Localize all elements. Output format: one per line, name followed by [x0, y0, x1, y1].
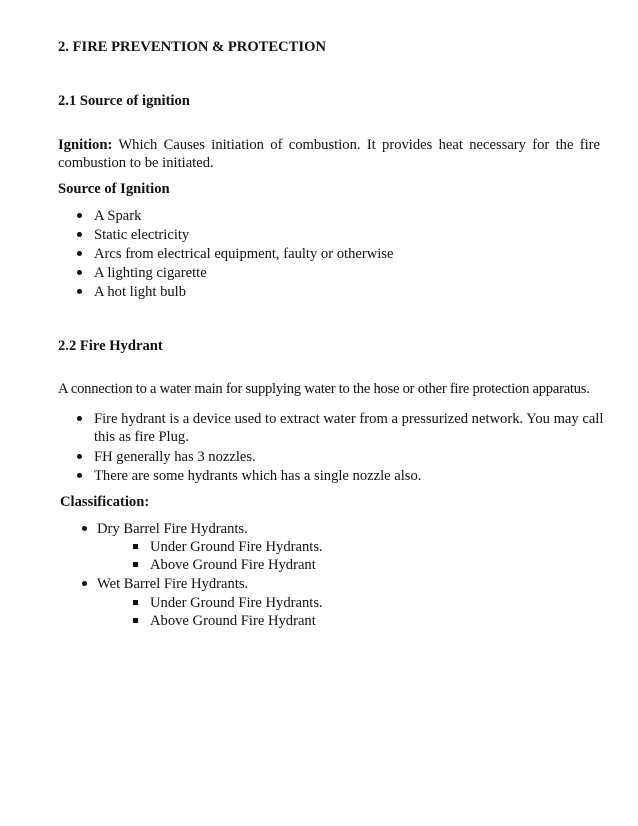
classification-item: Wet Barrel Fire Hydrants.: [97, 576, 249, 592]
hydrant-definition: A connection to a water main for supplying water to the hose or other fire protection apparatus.: [58, 381, 590, 397]
classification-subitem: Above Ground Fire Hydrant: [150, 557, 316, 573]
ignition-term: Ignition:: [58, 137, 113, 153]
bullet-icon: [82, 526, 87, 531]
list-item: A lighting cigarette: [94, 265, 207, 281]
bullet-icon: [82, 581, 87, 586]
square-bullet-icon: [133, 618, 138, 623]
square-bullet-icon: [133, 544, 138, 549]
classification-heading: Classification:: [60, 494, 150, 510]
list-item: Arcs from electrical equipment, faulty or otherwise: [94, 246, 394, 262]
list-item: There are some hydrants which has a single nozzle also.: [94, 468, 422, 484]
bullet-icon: [77, 289, 82, 294]
subsection-heading-ignition: 2.1 Source of ignition: [58, 93, 190, 109]
square-bullet-icon: [133, 562, 138, 567]
ignition-definition-line2: combustion to be initiated.: [58, 155, 214, 171]
bullet-icon: [77, 232, 82, 237]
list-item: A Spark: [94, 208, 142, 224]
subsection-heading-hydrant: 2.2 Fire Hydrant: [58, 338, 163, 354]
list-item: Fire hydrant is a device used to extract water from a pressurized network. You may call this as fire Plug.: [94, 411, 604, 445]
square-bullet-icon: [133, 600, 138, 605]
classification-item: Dry Barrel Fire Hydrants.: [97, 521, 248, 537]
list-item: Static electricity: [94, 227, 190, 243]
sources-heading: Source of Ignition: [58, 181, 170, 197]
classification-subitem: Above Ground Fire Hydrant: [150, 613, 316, 629]
ignition-definition-text: Which Causes initiation of combustion. It provides heat necessary for the fire: [118, 137, 601, 153]
classification-subitem: Under Ground Fire Hydrants.: [150, 539, 323, 555]
bullet-icon: [77, 251, 82, 256]
bullet-icon: [77, 473, 82, 478]
section-title: 2. FIRE PREVENTION & PROTECTION: [58, 39, 326, 55]
bullet-icon: [77, 270, 82, 275]
ignition-definition-line1: [58, 136, 600, 154]
list-item: FH generally has 3 nozzles.: [94, 449, 256, 465]
bullet-icon: [77, 416, 82, 421]
classification-subitem: Under Ground Fire Hydrants.: [150, 595, 323, 611]
bullet-icon: [77, 213, 82, 218]
list-item: A hot light bulb: [94, 284, 187, 300]
bullet-icon: [77, 454, 82, 459]
